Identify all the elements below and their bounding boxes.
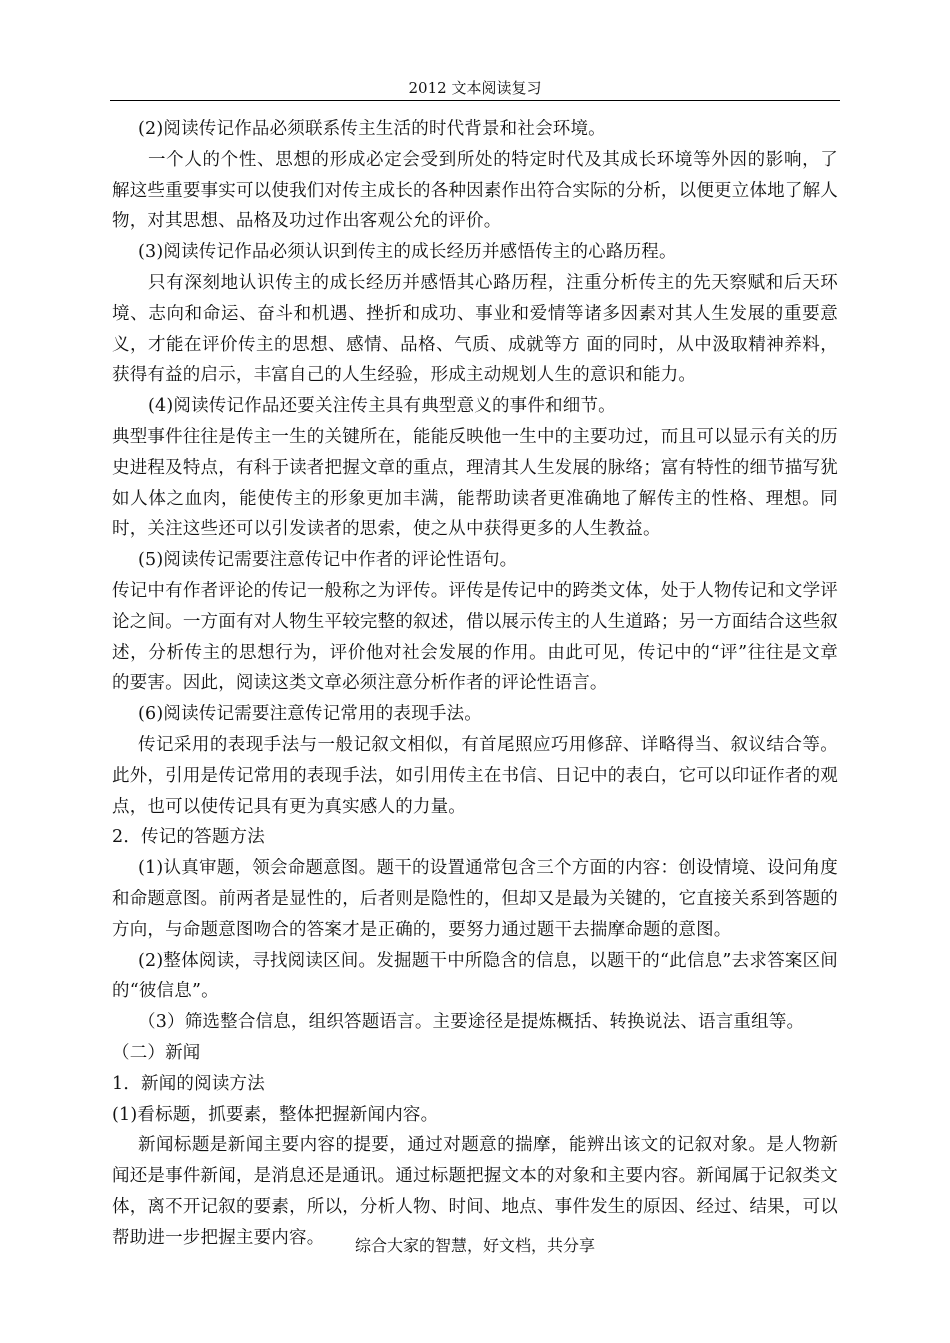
paragraph: 传记采用的表现手法与一般记叙文相似，有首尾照应巧用修辞、详略得当、叙议结合等。此外，引用是传记常用的表现手法，如引用传主在书信、日记中的表白，它可以印证作者的观点，也可以使传记具有更为真实感人的力量。 <box>112 734 838 817</box>
header-rule <box>110 100 840 101</box>
paragraph: 典型事件往往是传主一生的关键所在，能能反映他一生中的主要功过，而且可以显示有关的历史进程及特点，有科于读者把握文章的重点，理清其人生发展的脉络；富有特性的细节描写犹如人体之血肉，能使传主的形象更加丰满，能帮助读者更准确地了解传主的性格、理想。同时，关注这些还可以引发读者的思索，使之从中获得更多的人生教益。 <box>112 426 838 540</box>
paragraph: (1)认真审题，领会命题意图。题干的设置通常包含三个方面的内容：创设情境、设问角度和命题意图。前两者是显性的，后者则是隐性的，但却又是最为关键的，它直接关系到答题的方向，与命题意图吻合的答案才是正确的，要努力通过题干去揣摩命题的意图。 <box>112 858 838 940</box>
paragraph-heading-5: (5)阅读传记需要注意传记中作者的评论性语句。 <box>138 550 518 571</box>
page-footer: 综合大家的智慧，好文档，共分享 <box>354 1236 595 1255</box>
paragraph: 只有深刻地认识传主的成长经历并感悟其心路历程，注重分析传主的先天察赋和后天环境、志向和命运、奋斗和机遇、挫折和成功、事业和爱情等诸多因素对其人生发展的重要意义，才能在评价传主的思想、感情、品格、气质、成就等方 面的同时，从中汲取精神养料，获得有益的启示，丰富自己的人生经验，形成主动规划人生的意识和能力。 <box>112 272 838 386</box>
paragraph: 传记中有作者评论的传记一般称之为评传。评传是传记中的跨类文体，处于人物传记和文学评论之间。一方面有对人物生平较完整的叙述，借以展示传主的人生道路；另一方面结合这些叙述，分析传主的思想行为，评价他对社会发展的作用。由此可见，传记中的“评”往往是文章的要害。因此，阅读这类文章必须注意分析作者的评论性语言。 <box>112 580 838 694</box>
section-heading: （二）新闻 <box>112 1042 201 1063</box>
paragraph-heading-4: (4)阅读传记作品还要关注传主具有典型意义的事件和细节。 <box>148 396 616 417</box>
paragraph-heading-6: (6)阅读传记需要注意传记常用的表现手法。 <box>138 704 482 725</box>
document-body <box>112 114 838 1253</box>
paragraph-heading-3: (3)阅读传记作品必须认识到传主的成长经历并感悟传主的心路历程。 <box>138 242 677 263</box>
paragraph-heading: (1)看标题，抓要素，整体把握新闻内容。 <box>112 1104 439 1125</box>
section-heading: 2．传记的答题方法 <box>112 827 265 848</box>
page-header: 2012 文本阅读复习 <box>408 79 542 97</box>
section-heading: 1．新闻的阅读方法 <box>112 1073 265 1094</box>
paragraph: 一个人的个性、思想的形成必定会受到所处的特定时代及其成长环境等外因的影响，了解这些重要事实可以使我们对传主成长的各种因素作出符合实际的分析，以便更立体地了解人物，对其思想、品格及功过作出客观公允的评价。 <box>112 149 838 232</box>
paragraph-heading-2: (2)阅读传记作品必须联系传主生活的时代背景和社会环境。 <box>138 119 606 139</box>
paragraph: 新闻标题是新闻主要内容的提要，通过对题意的揣摩，能辨出该文的记叙对象。是人物新闻还是事件新闻，是消息还是通讯。通过标题把握文本的对象和主要内容。新闻属于记叙类文体，离不开记叙的要素，所以，分析人物、时间、地点、事件发生的原因、经过、结果，可以帮助进一步把握主要内容。 <box>112 1135 838 1248</box>
paragraph: (2)整体阅读，寻找阅读区间。发掘题干中所隐含的信息，以题干的“此信息”去求答案区间的“彼信息”。 <box>112 950 838 1002</box>
paragraph: （3）筛选整合信息，组织答题语言。主要途径是提炼概括、转换说法、语言重组等。 <box>138 1012 805 1033</box>
